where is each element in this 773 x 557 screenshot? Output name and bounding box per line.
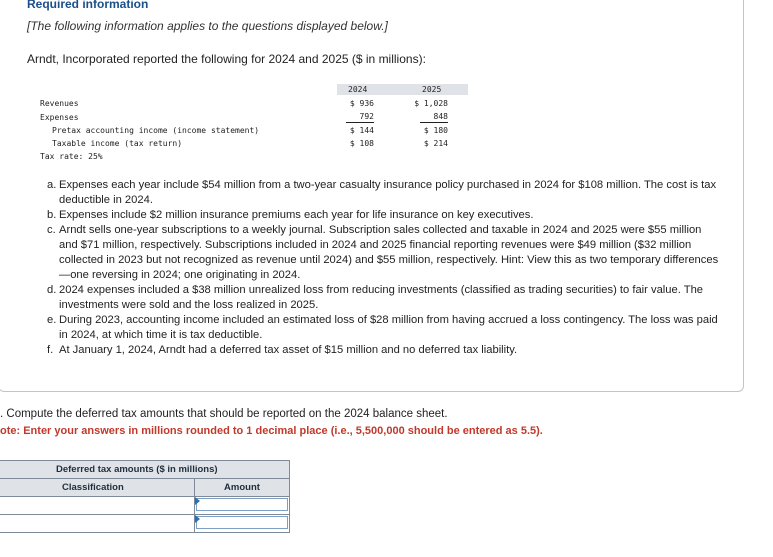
item-letter: d. xyxy=(47,284,57,296)
required-information-title: Required information xyxy=(27,0,149,11)
list-item xyxy=(47,223,722,283)
item-letter: b. xyxy=(47,209,57,221)
expenses-2025: 848 xyxy=(433,112,448,121)
amount-cell xyxy=(195,515,289,532)
classification-select[interactable] xyxy=(0,515,195,532)
item-text: At January 1, 2024, Arndt had a deferred tax asset of $15 million and no deferred tax liability. xyxy=(59,344,518,356)
intro-text: Arndt, Incorporated reported the following for 2024 and 2025 ($ in millions): xyxy=(27,52,426,66)
list-item xyxy=(47,283,722,313)
classification-header: Classification xyxy=(0,479,195,496)
question-text: . Compute the deferred tax amounts that should be reported on the 2024 balance sheet. xyxy=(0,408,448,420)
item-text: Expenses each year include $54 million from a two-year casualty insurance policy purchased in 2024 for $108 million. The cost is tax deductible in 2024. xyxy=(59,179,717,206)
amount-cell xyxy=(195,497,289,514)
taxable-income-2024: $ 108 xyxy=(349,139,374,148)
table-row xyxy=(0,515,289,532)
item-text: During 2023, accounting income included an estimated loss of $28 million from having accrued a loss contingency. The loss was paid in 2024, at which time it is tax deductible. xyxy=(59,314,718,341)
list-item xyxy=(47,208,722,223)
year-2025-header: 2025 xyxy=(422,85,442,94)
information-items-list xyxy=(47,178,722,358)
item-letter: a. xyxy=(47,179,57,191)
classification-select[interactable] xyxy=(0,497,195,514)
deferred-tax-table xyxy=(0,460,290,533)
applies-note: [The following information applies to the questions displayed below.] xyxy=(27,19,388,33)
item-text: Arndt sells one-year subscriptions to a weekly journal. Subscription sales collected and taxable in 2024 and 2025 were $55 million and $71 million, respectively. Subscriptions included in 2024 and 2025 financial reporting revenues were $49 million ($32 million collected in 2023 but not recognized as revenue until 2024) and $55 million, respectively. Hint: View this as two temporary differences—one reversing in 2024; one originating in 2024. xyxy=(59,224,719,281)
subtotal-line-2025 xyxy=(420,122,448,123)
amount-input[interactable] xyxy=(196,498,288,511)
item-text: Expenses include $2 million insurance premiums each year for life insurance on key executives. xyxy=(59,209,534,221)
item-letter: e. xyxy=(47,314,57,326)
pretax-income-2024: $ 144 xyxy=(349,126,374,135)
year-2024-header: 2024 xyxy=(348,85,368,94)
table-row xyxy=(0,497,289,515)
table-title: Deferred tax amounts ($ in millions) xyxy=(0,461,289,479)
expenses-2024: 792 xyxy=(359,112,374,121)
table-header-row xyxy=(0,479,289,497)
list-item xyxy=(47,343,722,358)
item-letter: c. xyxy=(47,224,56,236)
list-item xyxy=(47,178,722,208)
taxable-income-label: Taxable income (tax return) xyxy=(52,139,183,148)
pretax-income-label: Pretax accounting income (income statement) xyxy=(52,126,260,135)
tax-rate-label: Tax rate: 25% xyxy=(40,152,103,161)
amount-input[interactable] xyxy=(196,516,288,529)
item-text: 2024 expenses included a $38 million unrealized loss from reducing investments (classified as trading securities) to fair value. The investments were sold and the loss realized in 2025. xyxy=(59,284,704,311)
amount-header: Amount xyxy=(224,482,260,493)
list-item xyxy=(47,313,722,343)
taxable-income-2025: $ 214 xyxy=(423,139,448,148)
revenues-label: Revenues xyxy=(40,99,79,108)
answer-note: ote: Enter your answers in millions rounded to 1 decimal place (i.e., 5,500,000 should be entered as 5.5). xyxy=(0,425,543,437)
revenues-2025: $ 1,028 xyxy=(414,99,448,108)
item-letter: f. xyxy=(47,344,54,356)
revenues-2024: $ 936 xyxy=(349,99,374,108)
expenses-label: Expenses xyxy=(40,113,79,122)
subtotal-line-2024 xyxy=(346,122,374,123)
pretax-income-2025: $ 180 xyxy=(423,126,448,135)
